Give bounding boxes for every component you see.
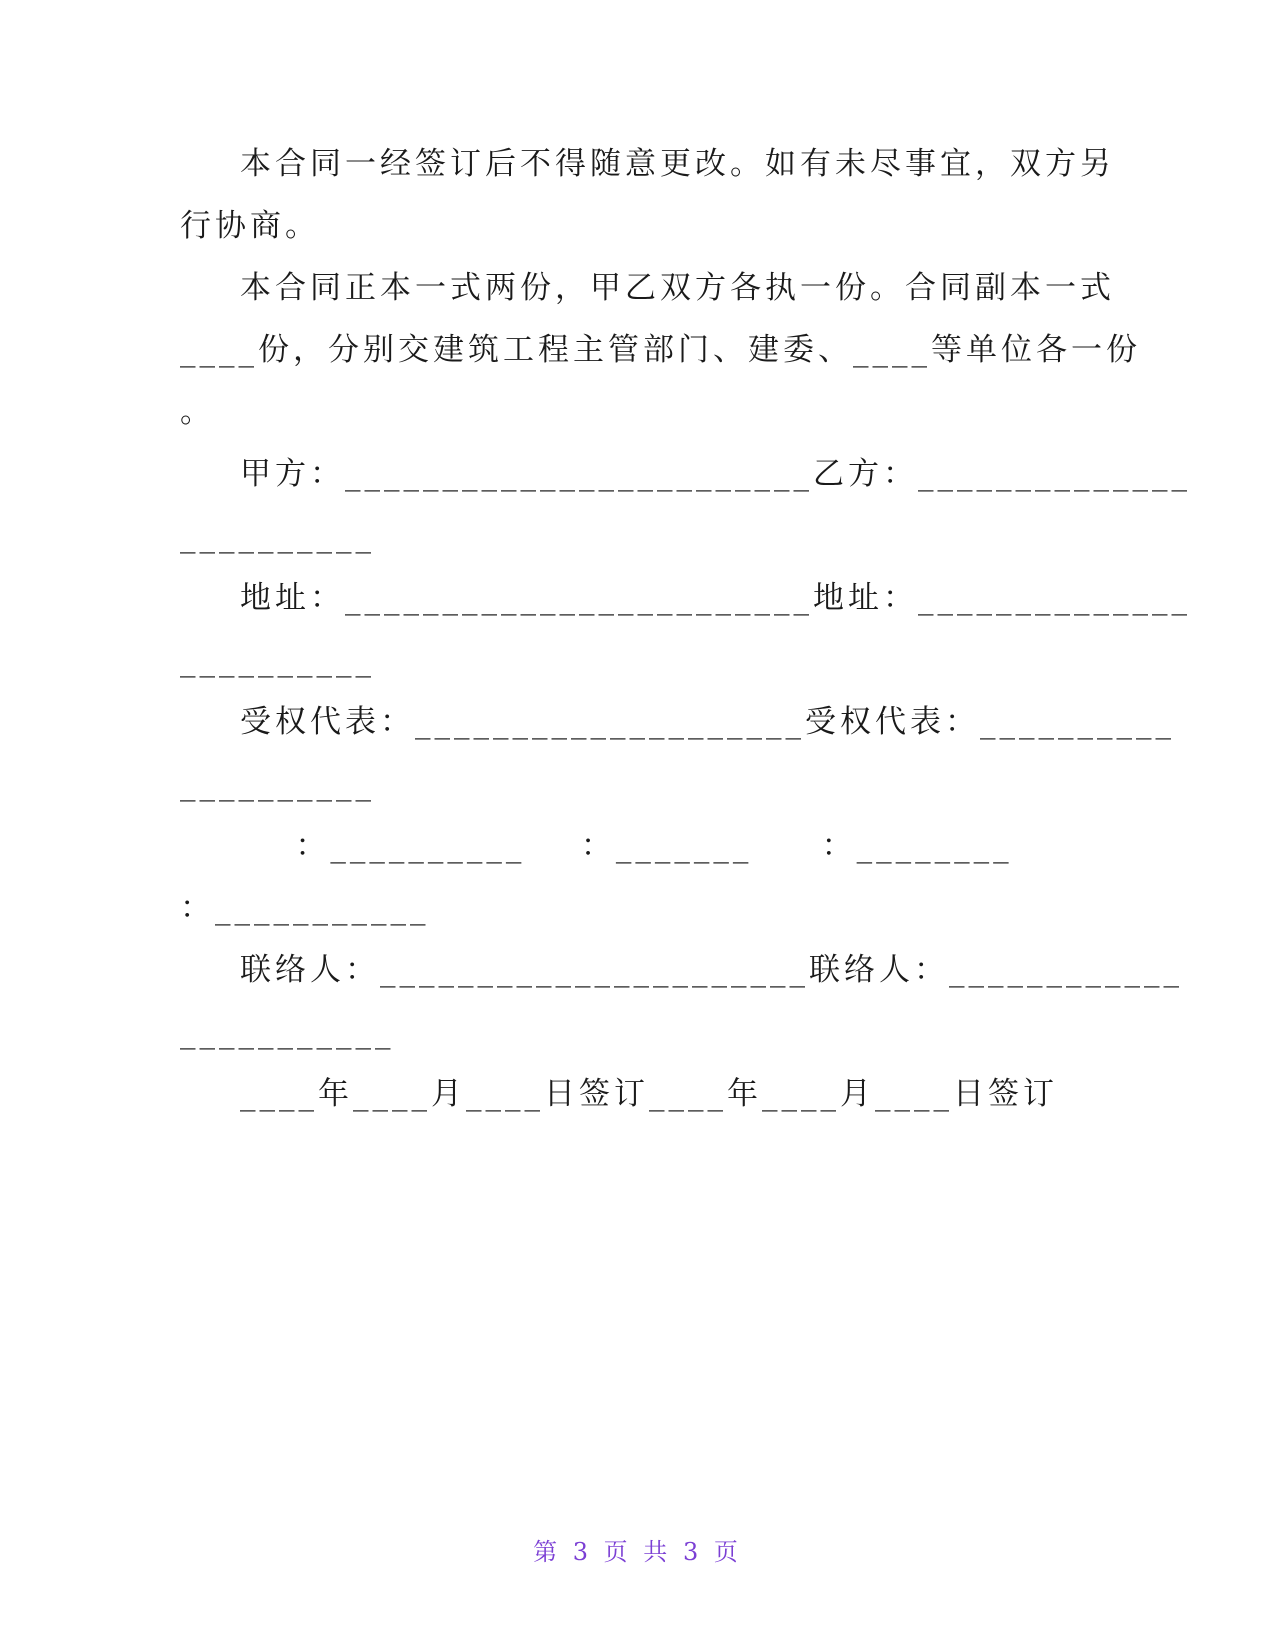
contact-line: 联络人：______________________联络人：____________ [240,952,1183,988]
paragraph-2-line-3: 。 [180,394,215,430]
paragraph-1-line-1: 本合同一经签订后不得随意更改。如有未尽事宜，双方另 [240,146,1115,182]
misc-fields-line: ：__________ ：_______ ：________ [240,828,1013,864]
paragraph-1-line-2: 行协商。 [180,208,320,244]
address-line-continued: __________ [180,642,375,678]
representative-line-continued: __________ [180,766,375,802]
paragraph-2-line-2: ____份，分别交建筑工程主管部门、建委、____等单位各一份 [180,332,1141,368]
page-number-footer: 第 3 页 共 3 页 [533,1538,742,1566]
party-line-continued: __________ [180,518,375,554]
party-line: 甲方：________________________乙方：______________ [240,456,1191,492]
signing-date-line: ____年____月____日签订____年____月____日签订 [240,1076,1058,1112]
contact-line-continued: ___________ [180,1014,395,1050]
representative-line: 受权代表：____________________受权代表：__________ [240,704,1175,740]
address-line: 地址：________________________地址：______________ [240,580,1191,616]
paragraph-2-line-1: 本合同正本一式两份，甲乙双方各执一份。合同副本一式 [240,270,1115,306]
misc-fields-line-continued: ：___________ [180,890,430,926]
